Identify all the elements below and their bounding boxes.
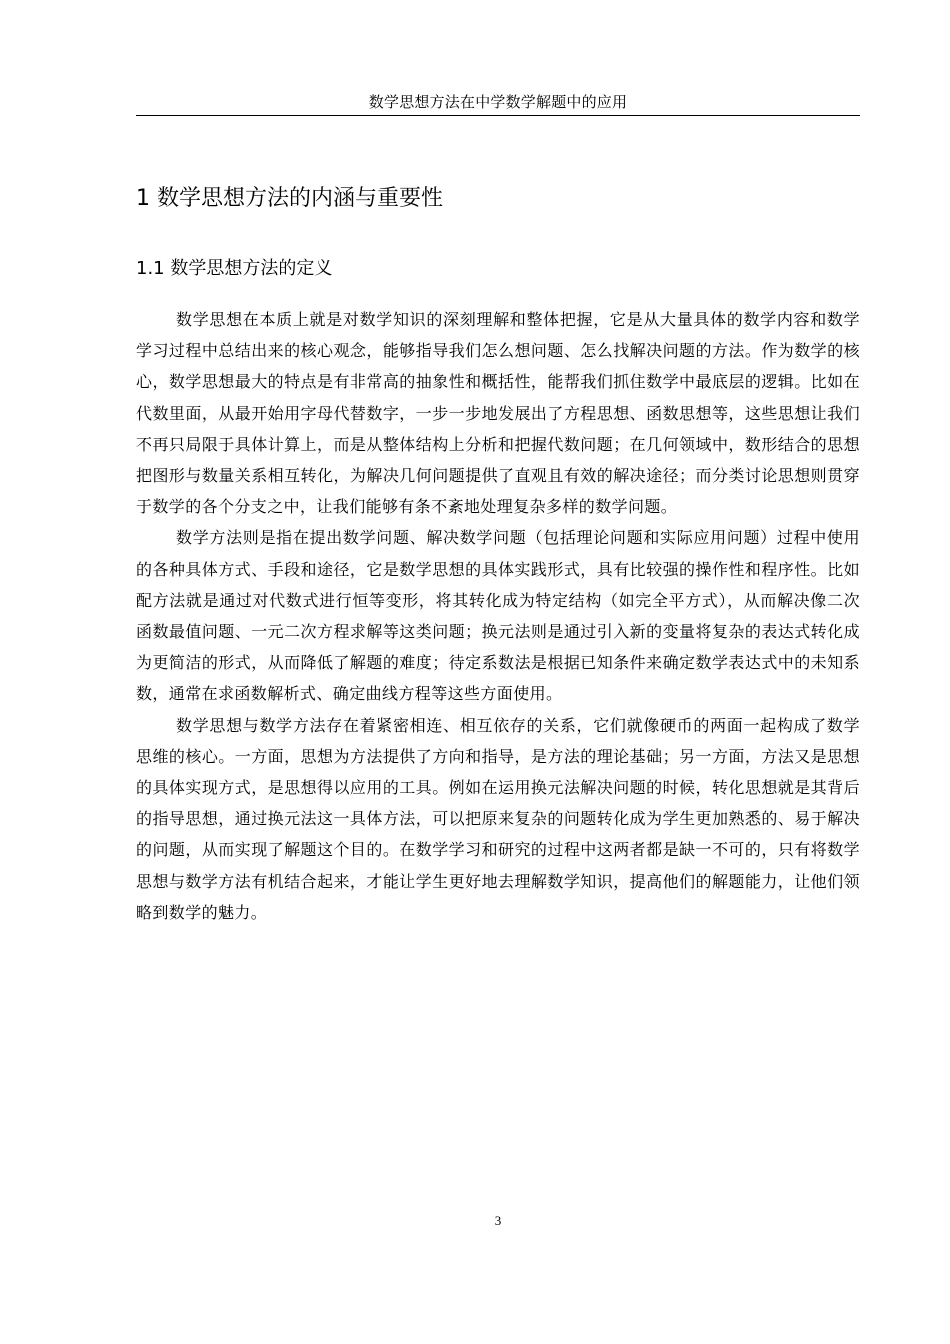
section-heading: 1.1 数学思想方法的定义 <box>136 258 333 279</box>
paragraph-math-thought: 数学思想在本质上就是对数学知识的深刻理解和整体把握，它是从大量具体的数学内容和数学学习过程中总结出来的核心观念，能够指导我们怎么想问题、怎么找解决问题的方法。作为数学的核心，数学思想最大的特点是有非常高的抽象性和概括性，能帮我们抓住数学中最底层的逻辑。比如在代数里面，从最开始用字母代替数字，一步一步地发展出了方程思想、函数思想等，这些思想让我们不再只局限于具体计算上，而是从整体结构上分析和把握代数问题；在几何领域中，数形结合的思想把图形与数量关系相互转化，为解决几何问题提供了直观且有效的解决途径；而分类讨论思想则贯穿于数学的各个分支之中，让我们能够有条不紊地处理复杂多样的数学问题。 <box>136 310 860 517</box>
header-rule <box>136 115 860 116</box>
paragraph-relationship: 数学思想与数学方法存在着紧密相连、相互依存的关系，它们就像硬币的两面一起构成了数学思维的核心。一方面，思想为方法提供了方向和指导，是方法的理论基础；另一方面，方法又是思想的具体实现方式，是思想得以应用的工具。例如在运用换元法解决问题的时候，转化思想就是其背后的指导思想，通过换元法这一具体方法，可以把原来复杂的问题转化成为学生更加熟悉的、易于解决的问题，从而实现了解题这个目的。在数学学习和研究的过程中这两者都是缺一不可的，只有将数学思想与数学方法有机结合起来，才能让学生更好地去理解数学知识，提高他们的解题能力，让他们领略到数学的魅力。 <box>136 715 860 922</box>
body-text <box>136 304 860 928</box>
chapter-heading: 1 数学思想方法的内涵与重要性 <box>136 186 443 211</box>
paragraph-math-method: 数学方法则是指在提出数学问题、解决数学问题（包括理论问题和实际应用问题）过程中使用的各种具体方式、手段和途径，它是数学思想的具体实践形式，具有比较强的操作性和程序性。比如配方法就是通过对代数式进行恒等变形，将其转化成为特定结构（如完全平方式），从而解决像二次函数最值问题、一元二次方程求解等这类问题；换元法则是通过引入新的变量将复杂的表达式转化成为更简洁的形式，从而降低了解题的难度；待定系数法是根据已知条件来确定数学表达式中的未知系数，通常在求函数解析式、确定曲线方程等这些方面使用。 <box>136 528 860 704</box>
page-number: 3 <box>494 1213 502 1228</box>
running-header: 数学思想方法在中学数学解题中的应用 <box>368 93 628 111</box>
